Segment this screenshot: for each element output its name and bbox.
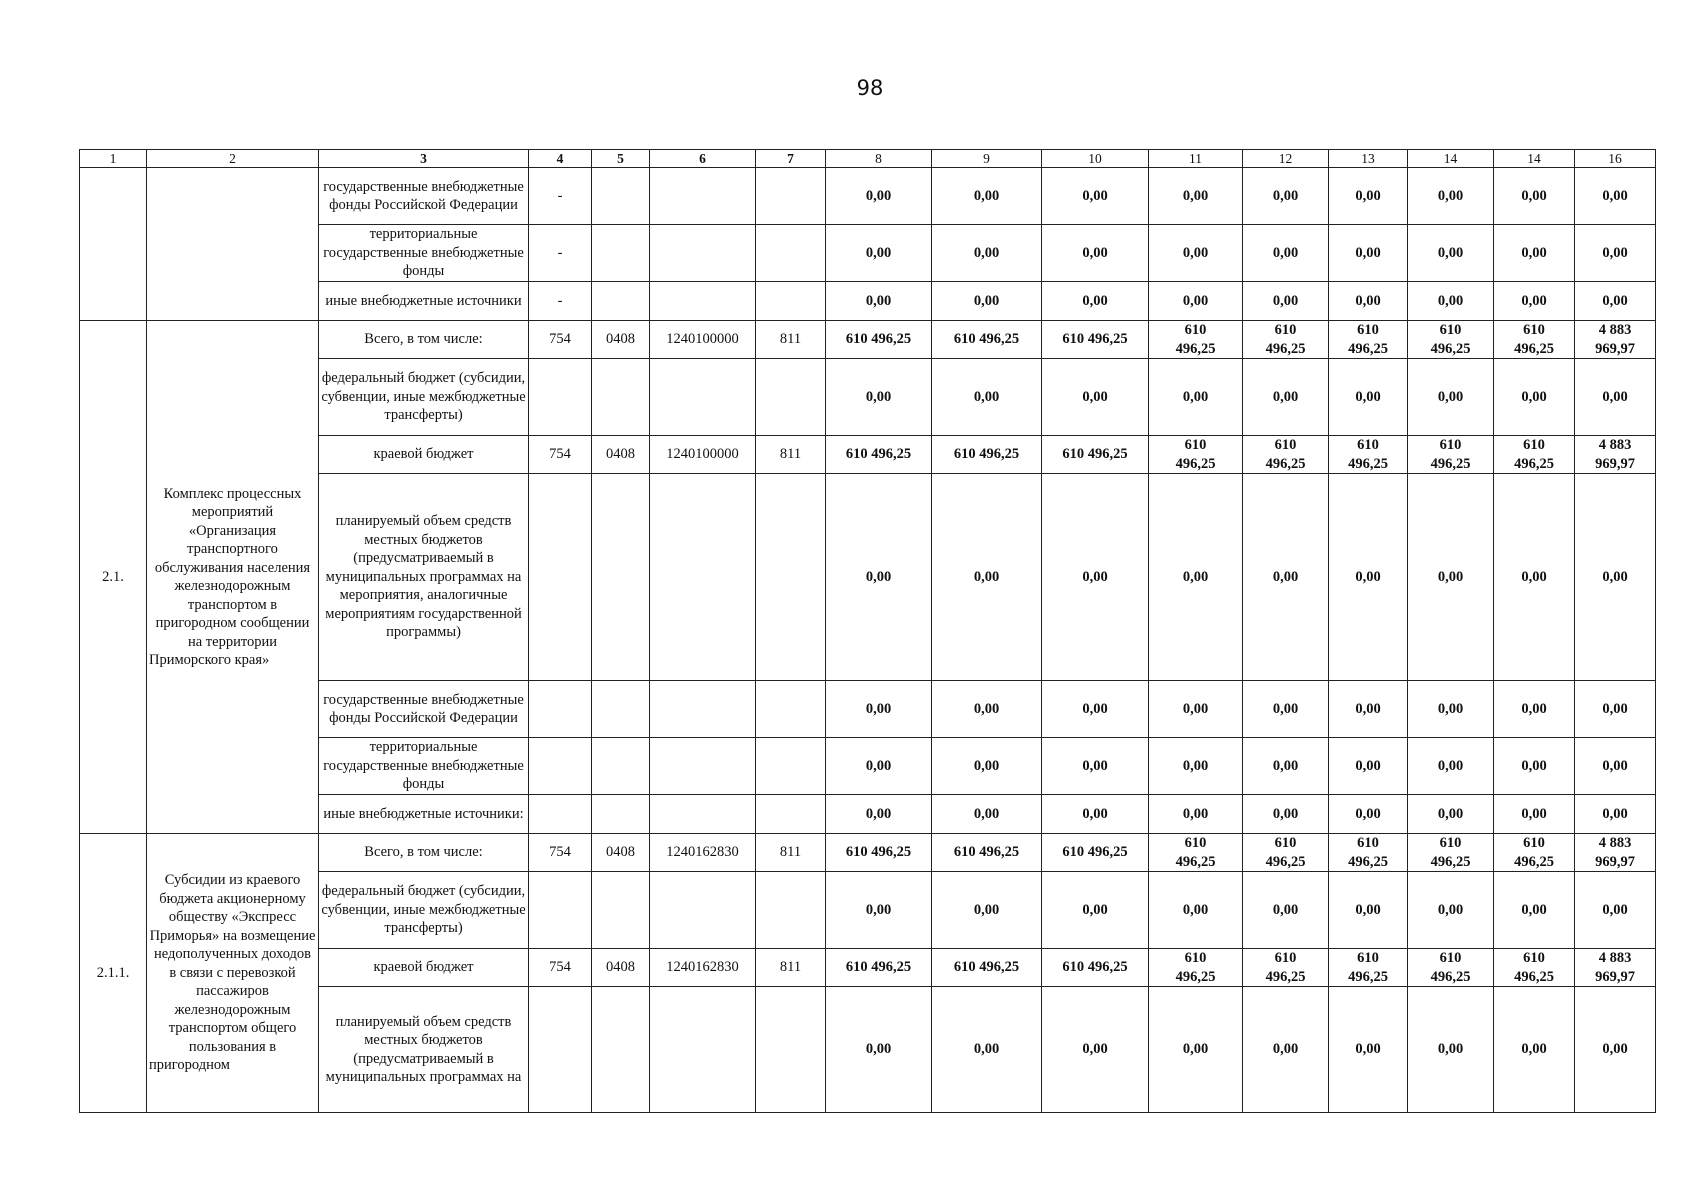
value-cell: 610 496,25 (932, 949, 1042, 987)
value-cell: 0,00 (1408, 738, 1494, 795)
value-cell: 0,00 (1408, 359, 1494, 436)
col-head: 14 (1408, 150, 1494, 168)
value-cell: 610 496,25 (1042, 949, 1149, 987)
value-cell: 0,00 (1575, 225, 1656, 282)
value-cell: 0,00 (1494, 225, 1575, 282)
value-cell: 610 496,25 (1042, 321, 1149, 359)
value-cell: 0,00 (1149, 225, 1243, 282)
value-cell: 0,00 (826, 987, 932, 1113)
code-cell: 811 (756, 436, 826, 474)
col-head: 12 (1243, 150, 1329, 168)
col-head: 2 (147, 150, 319, 168)
value-cell: 0,00 (1149, 795, 1243, 834)
value-cell: 0,00 (1575, 168, 1656, 225)
value-cell: 4 883 969,97 (1575, 949, 1656, 987)
code-cell: - (529, 225, 592, 282)
name-cell (147, 168, 319, 321)
value-cell: 0,00 (1243, 359, 1329, 436)
code-cell: 754 (529, 949, 592, 987)
source-cell: Всего, в том числе: (319, 321, 529, 359)
value-cell: 0,00 (1042, 225, 1149, 282)
value-cell: 610 496,25 (826, 834, 932, 872)
value-cell: 610 496,25 (826, 949, 932, 987)
source-cell: Всего, в том числе: (319, 834, 529, 872)
value-cell: 610 496,25 (1243, 436, 1329, 474)
value-cell: 610 496,25 (1329, 321, 1408, 359)
source-cell: планируемый объем средств местных бюджетов (предусматриваемый в муниципальных программах на (319, 987, 529, 1113)
source-cell: территориальные государственные внебюджетные фонды (319, 738, 529, 795)
value-cell: 610 496,25 (1243, 949, 1329, 987)
value-cell: 610 496,25 (1149, 321, 1243, 359)
code-cell: - (529, 168, 592, 225)
code-cell: 754 (529, 834, 592, 872)
source-cell: иные внебюджетные источники (319, 282, 529, 321)
value-cell: 0,00 (1042, 872, 1149, 949)
source-cell: федеральный бюджет (субсидии, субвенции, иные межбюджетные трансферты) (319, 359, 529, 436)
value-cell: 0,00 (1042, 681, 1149, 738)
code-cell: - (529, 282, 592, 321)
col-head: 14 (1494, 150, 1575, 168)
value-cell: 0,00 (1042, 282, 1149, 321)
value-cell: 0,00 (1494, 282, 1575, 321)
value-cell: 0,00 (1575, 795, 1656, 834)
value-cell: 0,00 (1243, 738, 1329, 795)
value-cell: 0,00 (1042, 359, 1149, 436)
value-cell: 0,00 (1042, 474, 1149, 681)
value-cell: 0,00 (1149, 738, 1243, 795)
value-cell: 0,00 (1575, 681, 1656, 738)
value-cell: 0,00 (826, 738, 932, 795)
budget-table (79, 149, 1656, 1113)
value-cell: 0,00 (1329, 872, 1408, 949)
value-cell: 0,00 (932, 738, 1042, 795)
value-cell: 0,00 (1243, 282, 1329, 321)
value-cell: 4 883 969,97 (1575, 436, 1656, 474)
col-head: 16 (1575, 150, 1656, 168)
code-cell: 811 (756, 949, 826, 987)
column-number-row (80, 150, 1656, 168)
value-cell: 0,00 (932, 681, 1042, 738)
col-head: 10 (1042, 150, 1149, 168)
value-cell: 610 496,25 (1408, 436, 1494, 474)
table-row (80, 321, 1656, 359)
index-cell: 2.1. (80, 321, 147, 834)
value-cell: 0,00 (1042, 738, 1149, 795)
col-head: 5 (592, 150, 650, 168)
value-cell: 610 496,25 (1494, 436, 1575, 474)
table-row (80, 168, 1656, 225)
code-cell: 1240100000 (650, 436, 756, 474)
value-cell: 0,00 (1494, 474, 1575, 681)
value-cell: 610 496,25 (826, 321, 932, 359)
value-cell: 0,00 (1408, 282, 1494, 321)
value-cell: 0,00 (1408, 168, 1494, 225)
value-cell: 0,00 (826, 681, 932, 738)
value-cell: 0,00 (1243, 225, 1329, 282)
value-cell: 610 496,25 (1408, 949, 1494, 987)
code-cell: 1240162830 (650, 834, 756, 872)
value-cell: 0,00 (1329, 474, 1408, 681)
value-cell: 0,00 (1243, 872, 1329, 949)
value-cell: 0,00 (1329, 225, 1408, 282)
index-cell: 2.1.1. (80, 834, 147, 1113)
value-cell: 0,00 (1149, 872, 1243, 949)
col-head: 11 (1149, 150, 1243, 168)
value-cell: 0,00 (1149, 168, 1243, 225)
value-cell: 0,00 (1042, 795, 1149, 834)
value-cell: 610 496,25 (1149, 834, 1243, 872)
value-cell: 0,00 (932, 872, 1042, 949)
value-cell: 610 496,25 (1494, 321, 1575, 359)
value-cell: 610 496,25 (1408, 321, 1494, 359)
value-cell: 0,00 (1408, 987, 1494, 1113)
value-cell: 0,00 (1329, 987, 1408, 1113)
value-cell: 610 496,25 (1408, 834, 1494, 872)
value-cell: 0,00 (1494, 872, 1575, 949)
value-cell: 610 496,25 (1329, 949, 1408, 987)
value-cell: 0,00 (932, 987, 1042, 1113)
value-cell: 0,00 (1243, 474, 1329, 681)
value-cell: 0,00 (826, 282, 932, 321)
value-cell: 0,00 (826, 474, 932, 681)
value-cell: 610 496,25 (932, 436, 1042, 474)
col-head: 1 (80, 150, 147, 168)
value-cell: 0,00 (1408, 872, 1494, 949)
value-cell: 0,00 (1329, 168, 1408, 225)
value-cell: 610 496,25 (1329, 834, 1408, 872)
value-cell: 0,00 (1149, 987, 1243, 1113)
value-cell: 610 496,25 (1494, 949, 1575, 987)
value-cell: 610 496,25 (826, 436, 932, 474)
source-cell: государственные внебюджетные фонды Российской Федерации (319, 168, 529, 225)
value-cell: 0,00 (1575, 738, 1656, 795)
value-cell: 0,00 (826, 168, 932, 225)
value-cell: 0,00 (1575, 359, 1656, 436)
value-cell: 0,00 (1494, 359, 1575, 436)
value-cell: 0,00 (826, 225, 932, 282)
col-head: 9 (932, 150, 1042, 168)
source-cell: федеральный бюджет (субсидии, субвенции, иные межбюджетные трансферты) (319, 872, 529, 949)
value-cell: 0,00 (932, 225, 1042, 282)
code-cell: 754 (529, 436, 592, 474)
source-cell: краевой бюджет (319, 949, 529, 987)
value-cell: 0,00 (1149, 359, 1243, 436)
col-head: 8 (826, 150, 932, 168)
value-cell: 0,00 (1575, 474, 1656, 681)
source-cell: планируемый объем средств местных бюджетов (предусматриваемый в муниципальных программах на мероприятия, аналогичные мероприятиям государственной программы) (319, 474, 529, 681)
value-cell: 610 496,25 (1243, 834, 1329, 872)
value-cell: 610 496,25 (932, 321, 1042, 359)
value-cell: 0,00 (1243, 987, 1329, 1113)
value-cell: 610 496,25 (1042, 834, 1149, 872)
col-head: 6 (650, 150, 756, 168)
value-cell: 4 883 969,97 (1575, 321, 1656, 359)
value-cell: 610 496,25 (1329, 436, 1408, 474)
value-cell: 0,00 (1575, 872, 1656, 949)
value-cell: 0,00 (1149, 474, 1243, 681)
col-head: 4 (529, 150, 592, 168)
value-cell: 0,00 (1329, 681, 1408, 738)
value-cell: 0,00 (1494, 681, 1575, 738)
value-cell: 610 496,25 (1149, 949, 1243, 987)
code-cell: 1240162830 (650, 949, 756, 987)
value-cell: 0,00 (1329, 282, 1408, 321)
page-number: 98 (856, 76, 884, 100)
value-cell: 0,00 (932, 359, 1042, 436)
value-cell: 0,00 (932, 474, 1042, 681)
index-cell (80, 168, 147, 321)
col-head: 13 (1329, 150, 1408, 168)
value-cell: 0,00 (1042, 168, 1149, 225)
value-cell: 0,00 (1042, 987, 1149, 1113)
code-cell: 811 (756, 834, 826, 872)
value-cell: 0,00 (1575, 987, 1656, 1113)
value-cell: 610 496,25 (1149, 436, 1243, 474)
value-cell: 0,00 (1408, 795, 1494, 834)
value-cell: 0,00 (1243, 795, 1329, 834)
value-cell: 0,00 (1494, 795, 1575, 834)
value-cell: 0,00 (932, 282, 1042, 321)
code-cell: 811 (756, 321, 826, 359)
value-cell: 0,00 (1575, 282, 1656, 321)
value-cell: 610 496,25 (1042, 436, 1149, 474)
col-head: 7 (756, 150, 826, 168)
value-cell: 0,00 (1494, 987, 1575, 1113)
value-cell: 610 496,25 (932, 834, 1042, 872)
value-cell: 0,00 (1243, 168, 1329, 225)
source-cell: краевой бюджет (319, 436, 529, 474)
value-cell: 0,00 (1149, 681, 1243, 738)
value-cell: 0,00 (826, 872, 932, 949)
value-cell: 0,00 (932, 795, 1042, 834)
value-cell: 0,00 (1329, 359, 1408, 436)
table-row (80, 834, 1656, 872)
name-cell: Субсидии из краевого бюджета акционерному обществу «Экспресс Приморья» на возмещение недополученных доходов в связи с перевозкой пассажиров железнодорожным транспортом общего пользования в пригородном (147, 834, 319, 1113)
value-cell: 0,00 (1408, 225, 1494, 282)
code-cell: 0408 (592, 321, 650, 359)
name-cell: Комплекс процессных мероприятий «Организация транспортного обслуживания населения железнодорожным транспортом в пригородном сообщении на территории Приморского края» (147, 321, 319, 834)
col-head: 3 (319, 150, 529, 168)
value-cell: 0,00 (1149, 282, 1243, 321)
value-cell: 0,00 (1408, 474, 1494, 681)
source-cell: иные внебюджетные источники: (319, 795, 529, 834)
code-cell: 0408 (592, 834, 650, 872)
value-cell: 0,00 (826, 795, 932, 834)
code-cell: 1240100000 (650, 321, 756, 359)
value-cell: 0,00 (1329, 738, 1408, 795)
value-cell: 610 496,25 (1243, 321, 1329, 359)
value-cell: 0,00 (826, 359, 932, 436)
value-cell: 0,00 (1494, 168, 1575, 225)
code-cell: 0408 (592, 949, 650, 987)
value-cell: 0,00 (932, 168, 1042, 225)
value-cell: 0,00 (1329, 795, 1408, 834)
value-cell: 4 883 969,97 (1575, 834, 1656, 872)
code-cell: 754 (529, 321, 592, 359)
source-cell: государственные внебюджетные фонды Российской Федерации (319, 681, 529, 738)
value-cell: 610 496,25 (1494, 834, 1575, 872)
source-cell: территориальные государственные внебюджетные фонды (319, 225, 529, 282)
value-cell: 0,00 (1243, 681, 1329, 738)
code-cell: 0408 (592, 436, 650, 474)
value-cell: 0,00 (1494, 738, 1575, 795)
value-cell: 0,00 (1408, 681, 1494, 738)
